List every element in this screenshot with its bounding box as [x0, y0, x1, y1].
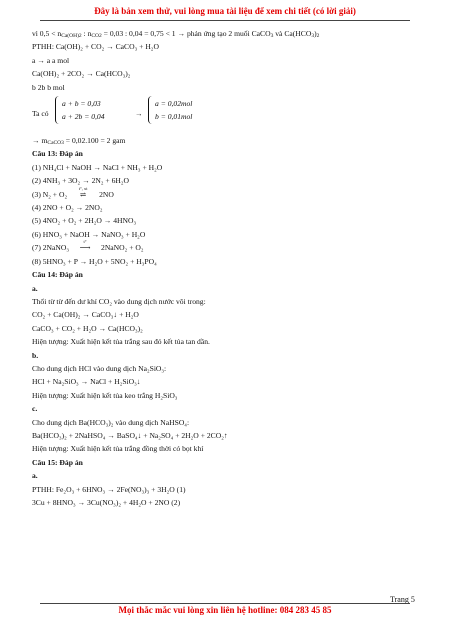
- text-line: Hiện tượng: Xuất hiện kết tủa trắng đồng thời có bọt khí: [32, 444, 204, 454]
- reaction-line: PTHH: Fe₂O₃ + 6HNO₃ → 2Fe(NO₃)₃ + 3H₂O (1): [32, 484, 186, 494]
- text-line: Cho dung dịch Ba(HCO₃)₂ vào dung dịch NaHSO₄:: [32, 417, 190, 427]
- equation-line: Ca(OH)₂ + 2CO₂ → Ca(HCO₃)₂: [32, 69, 131, 79]
- reaction-line: 3Cu + 8HNO₃ → 3Cu(NO₃)₂ + 4H₂O + 2NO (2): [32, 498, 181, 507]
- part-label: a.: [32, 283, 38, 293]
- question-heading: Câu 13: Đáp án: [32, 149, 83, 159]
- reaction-line: HCl + Na₂SiO₃ → NaCl + H₂SiO₃↓: [32, 377, 141, 387]
- text-line: Hiện tượng: Xuất hiện kết tủa keo trắng H₂SiO₃: [32, 390, 178, 400]
- reaction-line: (5) 4NO₂ + O₂ + 2H₂O → 4HNO₃: [32, 216, 137, 226]
- part-label: a.: [32, 471, 38, 481]
- question-heading: Câu 15: Đáp án: [32, 457, 83, 467]
- system-arrow: →: [135, 109, 143, 119]
- ratio-line: vì $0,5 < n_{Ca(OH)2}$ : $n_{CO2} = 0,03$ : 0,04 = 0,75 < 1 → phản ứng tạo 2 muối CaCO$_3$ và $Ca(HCO_3)_2$: [32, 29, 320, 39]
- text-line: Thổi từ từ đến dư khí CO₂ vào dung dịch nước vôi trong:: [32, 296, 206, 306]
- equation-line: PTHH: Ca(OH)₂ + CO₂ → CaCO₃ + H₂O: [32, 42, 159, 52]
- mass-line: → $m_{CaCO3} = 0,02.100 = 2$ gam: [32, 136, 126, 147]
- reaction-line: (8) 5HNO₃ + P → H₂O + 5NO₂ + H₃PO₄: [32, 256, 157, 266]
- equation-system: [32, 95, 412, 133]
- mole-line: b 2b b mol: [32, 82, 65, 92]
- footer-divider: [40, 603, 410, 604]
- header-divider: [40, 20, 410, 21]
- document-body: [32, 27, 412, 509]
- reaction-line: (3) N₂ + O₂ t°, xt ⇌ 2NO: [32, 185, 114, 199]
- mole-line: a → a a mol: [32, 55, 70, 65]
- reaction-line: Ba(HCO₃)₂ + 2NaHSO₄ → BaSO₄↓ + Na₂SO₄ + 2H₂O + 2CO₂↑: [32, 430, 228, 440]
- reaction-line: (2) 4NH₃ + 3O₂ → 2N₂ + 6H₂O: [32, 176, 129, 186]
- hotline-notice: Mọi thắc mắc vui lòng xin liên hệ hotline: 084 283 45 85: [118, 605, 332, 615]
- part-label: b.: [32, 350, 39, 360]
- reaction-line: (4) 2NO + O₂ → 2NO₂: [32, 203, 103, 213]
- reaction-line: (1) NH₄Cl + NaOH → NaCl + NH₃ + H₂O: [32, 162, 163, 172]
- question-heading: Câu 14: Đáp án: [32, 270, 83, 280]
- system-label: Ta có: [32, 109, 49, 119]
- preview-notice: Đây là bản xem thử, vui lòng mua tài liệu để xem chi tiết (có lời giải): [94, 6, 356, 16]
- reaction-line: CaCO₃ + CO₂ + H₂O → Ca(HCO₃)₂: [32, 323, 143, 333]
- system-solutions: a = 0,02mol b = 0,01mol: [155, 99, 193, 122]
- reaction-line: (6) HNO₃ + NaOH → NaNO₃ + H₂O: [32, 229, 146, 239]
- text-line: Hiện tượng: Xuất hiện kết tủa trắng sau đó kết tủa tan dần.: [32, 337, 210, 347]
- part-label: c.: [32, 404, 38, 414]
- reaction-line: CO₂ + Ca(OH)₂ → CaCO₃↓ + H₂O: [32, 310, 139, 320]
- reaction-line: (7) 2NaNO₃ t° ⟶ 2NaNO₂ + O₂: [32, 239, 144, 253]
- text-line: Cho dung dịch HCl vào dung dịch Na₂SiO₃:: [32, 363, 167, 373]
- system-equations: a + b = 0,03 a + 2b = 0,04: [62, 99, 105, 122]
- page-number: Trang 5: [390, 595, 415, 604]
